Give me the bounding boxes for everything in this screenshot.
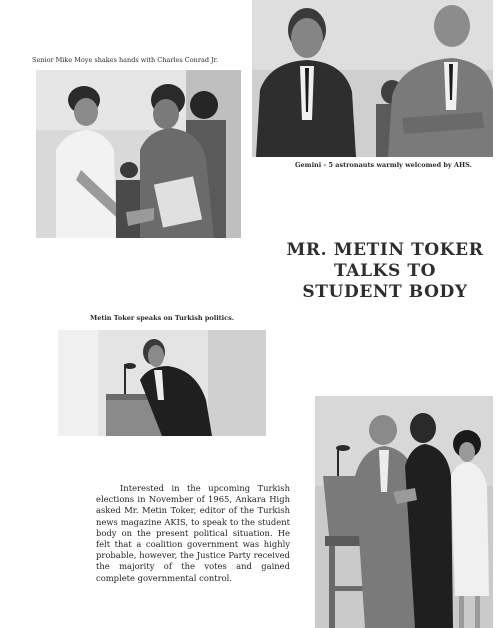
headline-line-1: MR. METIN TOKER <box>286 240 484 260</box>
astronauts-caption: Gemini - 5 astronauts warmly welcomed by AHS. <box>295 161 472 169</box>
headline-line-3: STUDENT BODY <box>302 282 468 302</box>
astronauts-photo <box>252 0 493 157</box>
headline-line-2: TALKS TO <box>333 261 437 281</box>
handshake-caption: Senior Mike Moye shakes hands with Charles Conrad Jr. <box>32 56 219 64</box>
handshake-photo <box>36 70 241 238</box>
speaker-photo <box>58 330 266 436</box>
article-body: Interested in the upcoming Turkish elections in November of 1965, Ankara High asked Mr. Metin Toker, editor of the Turkish news magazine AKIS, to speak to the student body on the present political situation. He felt that a coalition government was highly probable, however, the Justice Party received the majority of the votes and gained complete governmental control. <box>96 483 290 583</box>
podium-handshake-photo <box>315 396 493 628</box>
speaker-caption: Metin Toker speaks on Turkish politics. <box>90 314 235 322</box>
article-headline <box>285 240 485 303</box>
